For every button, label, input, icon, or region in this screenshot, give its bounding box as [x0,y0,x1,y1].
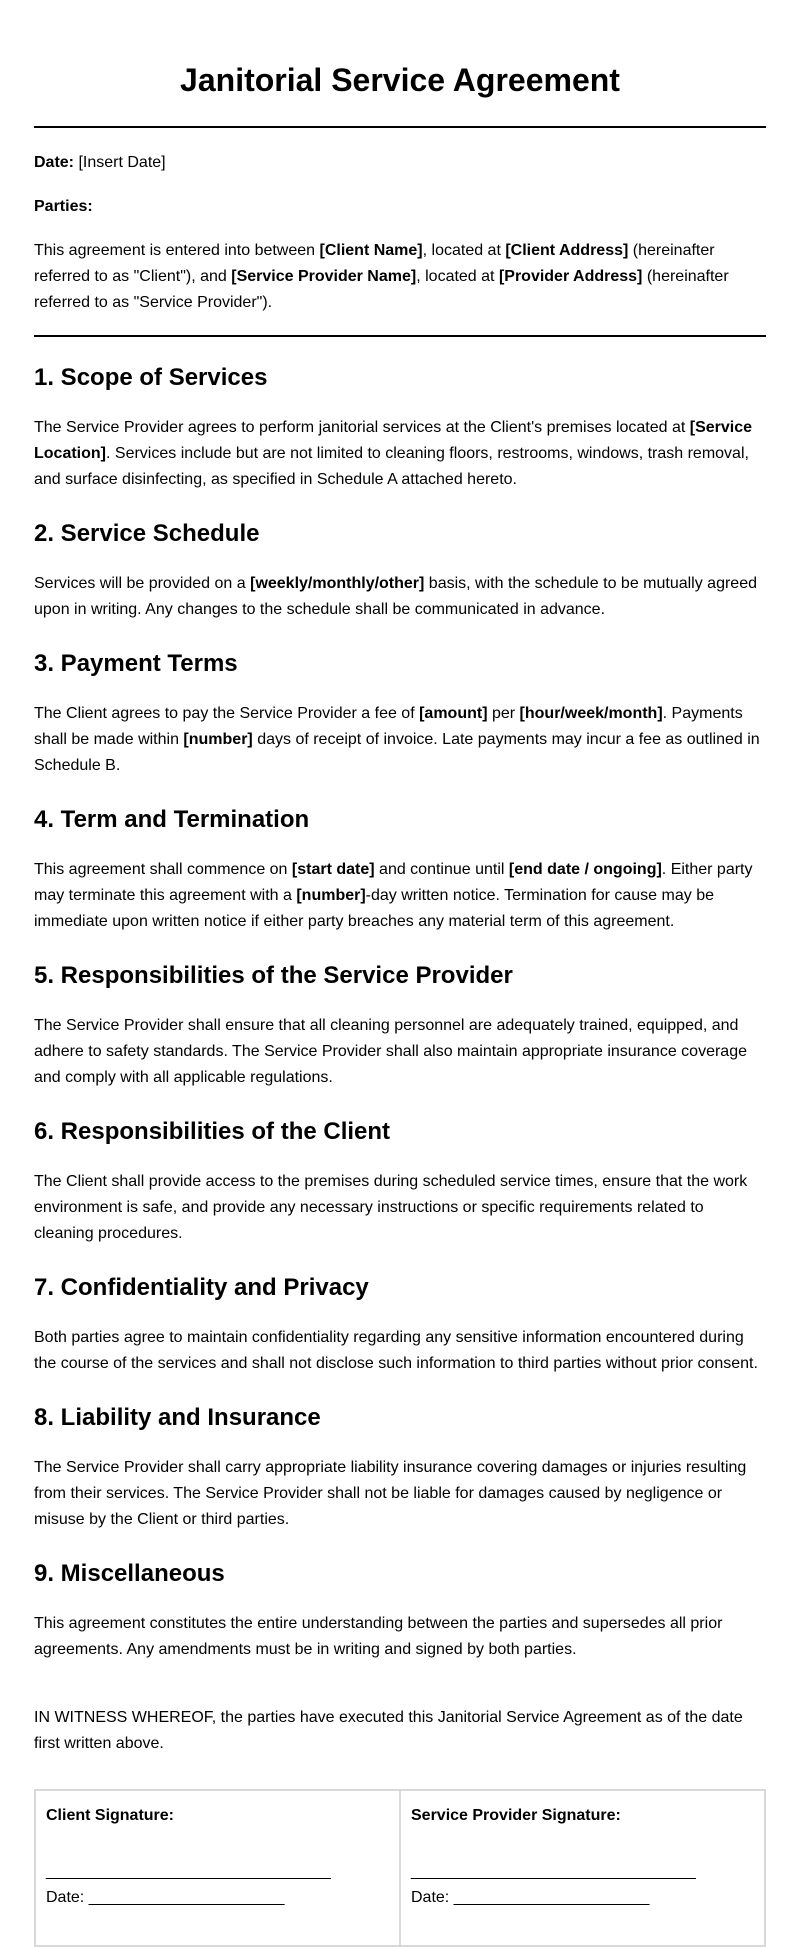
period-placeholder: [hour/week/month] [519,705,663,722]
date-line [34,150,766,176]
start-date-placeholder: [start date] [291,861,375,878]
client-signature-line[interactable]: ________________________________ [46,1863,331,1880]
section-body-liability: The Service Provider shall carry appropriate liability insurance covering damages or injuries resulting from their services. The Service Provider shall not be liable for damages caused by negligence or misuse by the Client or third parties. [34,1459,747,1528]
client-name-placeholder: [Client Name] [319,242,423,259]
section-heading-schedule: 2. Service Schedule [34,520,260,547]
provider-name-placeholder: [Service Provider Name] [231,268,417,285]
provider-signature-label: Service Provider Signature: [411,1807,621,1824]
client-signature-date[interactable]: Date: ______________________ [46,1889,285,1906]
frequency-placeholder: [weekly/monthly/other] [250,575,425,592]
section-body-client-responsibilities: The Client shall provide access to the premises during scheduled service times, ensure that the work environment is safe, and provide any necessary instructions or specific requirements related to cleaning procedures. [34,1173,748,1242]
body-text: . Either party may terminate this agreement with a [34,861,753,904]
signature-table [34,1789,766,1947]
section-body-schedule [34,571,766,623]
section-heading-scope: 1. Scope of Services [34,364,268,391]
parties-text: , located at [416,268,499,285]
parties-text: , located at [422,242,506,259]
section-body-payment [34,701,766,779]
section-body-confidentiality: Both parties agree to maintain confidentiality regarding any sensitive information encountered during the course of the services and shall not disclose such information to third parties without prior consent. [34,1329,758,1372]
date-value: [Insert Date] [78,154,166,171]
client-address-placeholder: [Client Address] [505,242,629,259]
witness-statement: IN WITNESS WHEREOF, the parties have executed this Janitorial Service Agreement as of the date first written above. [34,1709,743,1752]
section-body-provider-responsibilities: The Service Provider shall ensure that all cleaning personnel are adequately trained, equipped, and adhere to safety standards. The Service Provider shall also maintain appropriate insurance coverage and comply with all applicable regulations. [34,1017,747,1086]
body-text: and continue until [374,861,509,878]
body-text: The Service Provider agrees to perform janitorial services at the Client's premises located at [34,419,690,436]
section-heading-liability: 8. Liability and Insurance [34,1404,321,1431]
client-signature-cell [36,1791,399,1945]
section-body-term [34,857,766,935]
body-text: Services will be provided on a [34,575,251,592]
days-placeholder: [number] [183,731,253,748]
section-heading-confidentiality: 7. Confidentiality and Privacy [34,1274,369,1301]
section-body-miscellaneous: This agreement constitutes the entire understanding between the parties and supersedes all prior agreements. Any amendments must be in writing and signed by both parties. [34,1615,723,1658]
page-title: Janitorial Service Agreement [180,62,620,98]
body-text: per [487,705,520,722]
body-text: The Client agrees to pay the Service Provider a fee of [34,705,420,722]
end-date-placeholder: [end date / ongoing] [508,861,662,878]
date-label: Date: [34,154,75,171]
amount-placeholder: [amount] [419,705,488,722]
client-signature-label: Client Signature: [46,1807,175,1824]
body-text: . Payments shall be made within [34,705,743,748]
parties-paragraph [34,238,766,316]
body-text: . Services include but are not limited to cleaning floors, restrooms, windows, trash removal, and surface disinfecting, as specified in Schedule A attached hereto. [34,445,749,488]
body-text: basis, with the schedule to be mutually agreed upon in writing. Any changes to the schedule shall be communicated in advance. [34,575,757,618]
provider-signature-line[interactable]: ________________________________ [411,1863,696,1880]
notice-days-placeholder: [number] [296,887,366,904]
provider-signature-cell [399,1791,764,1945]
section-heading-term: 4. Term and Termination [34,806,310,833]
service-location-placeholder: [Service Location] [34,419,753,462]
section-body-scope [34,415,766,493]
section-heading-miscellaneous: 9. Miscellaneous [34,1560,225,1587]
body-text: This agreement shall commence on [34,861,292,878]
divider [34,335,766,337]
section-heading-payment: 3. Payment Terms [34,650,238,677]
parties-text: (hereinafter referred to as "Service Provider"). [34,268,729,311]
provider-signature-date[interactable]: Date: ______________________ [411,1889,650,1906]
parties-label: Parties: [34,198,93,215]
provider-address-placeholder: [Provider Address] [498,268,643,285]
body-text: days of receipt of invoice. Late payments may incur a fee as outlined in Schedule B. [34,731,760,774]
section-heading-provider-responsibilities: 5. Responsibilities of the Service Provider [34,962,513,989]
body-text: -day written notice. Termination for cause may be immediate upon written notice if either party breaches any material term of this agreement. [34,887,714,930]
parties-text: (hereinafter referred to as "Client"), and [34,242,715,285]
parties-text: This agreement is entered into between [34,242,320,259]
section-heading-client-responsibilities: 6. Responsibilities of the Client [34,1118,391,1145]
divider [34,126,766,128]
